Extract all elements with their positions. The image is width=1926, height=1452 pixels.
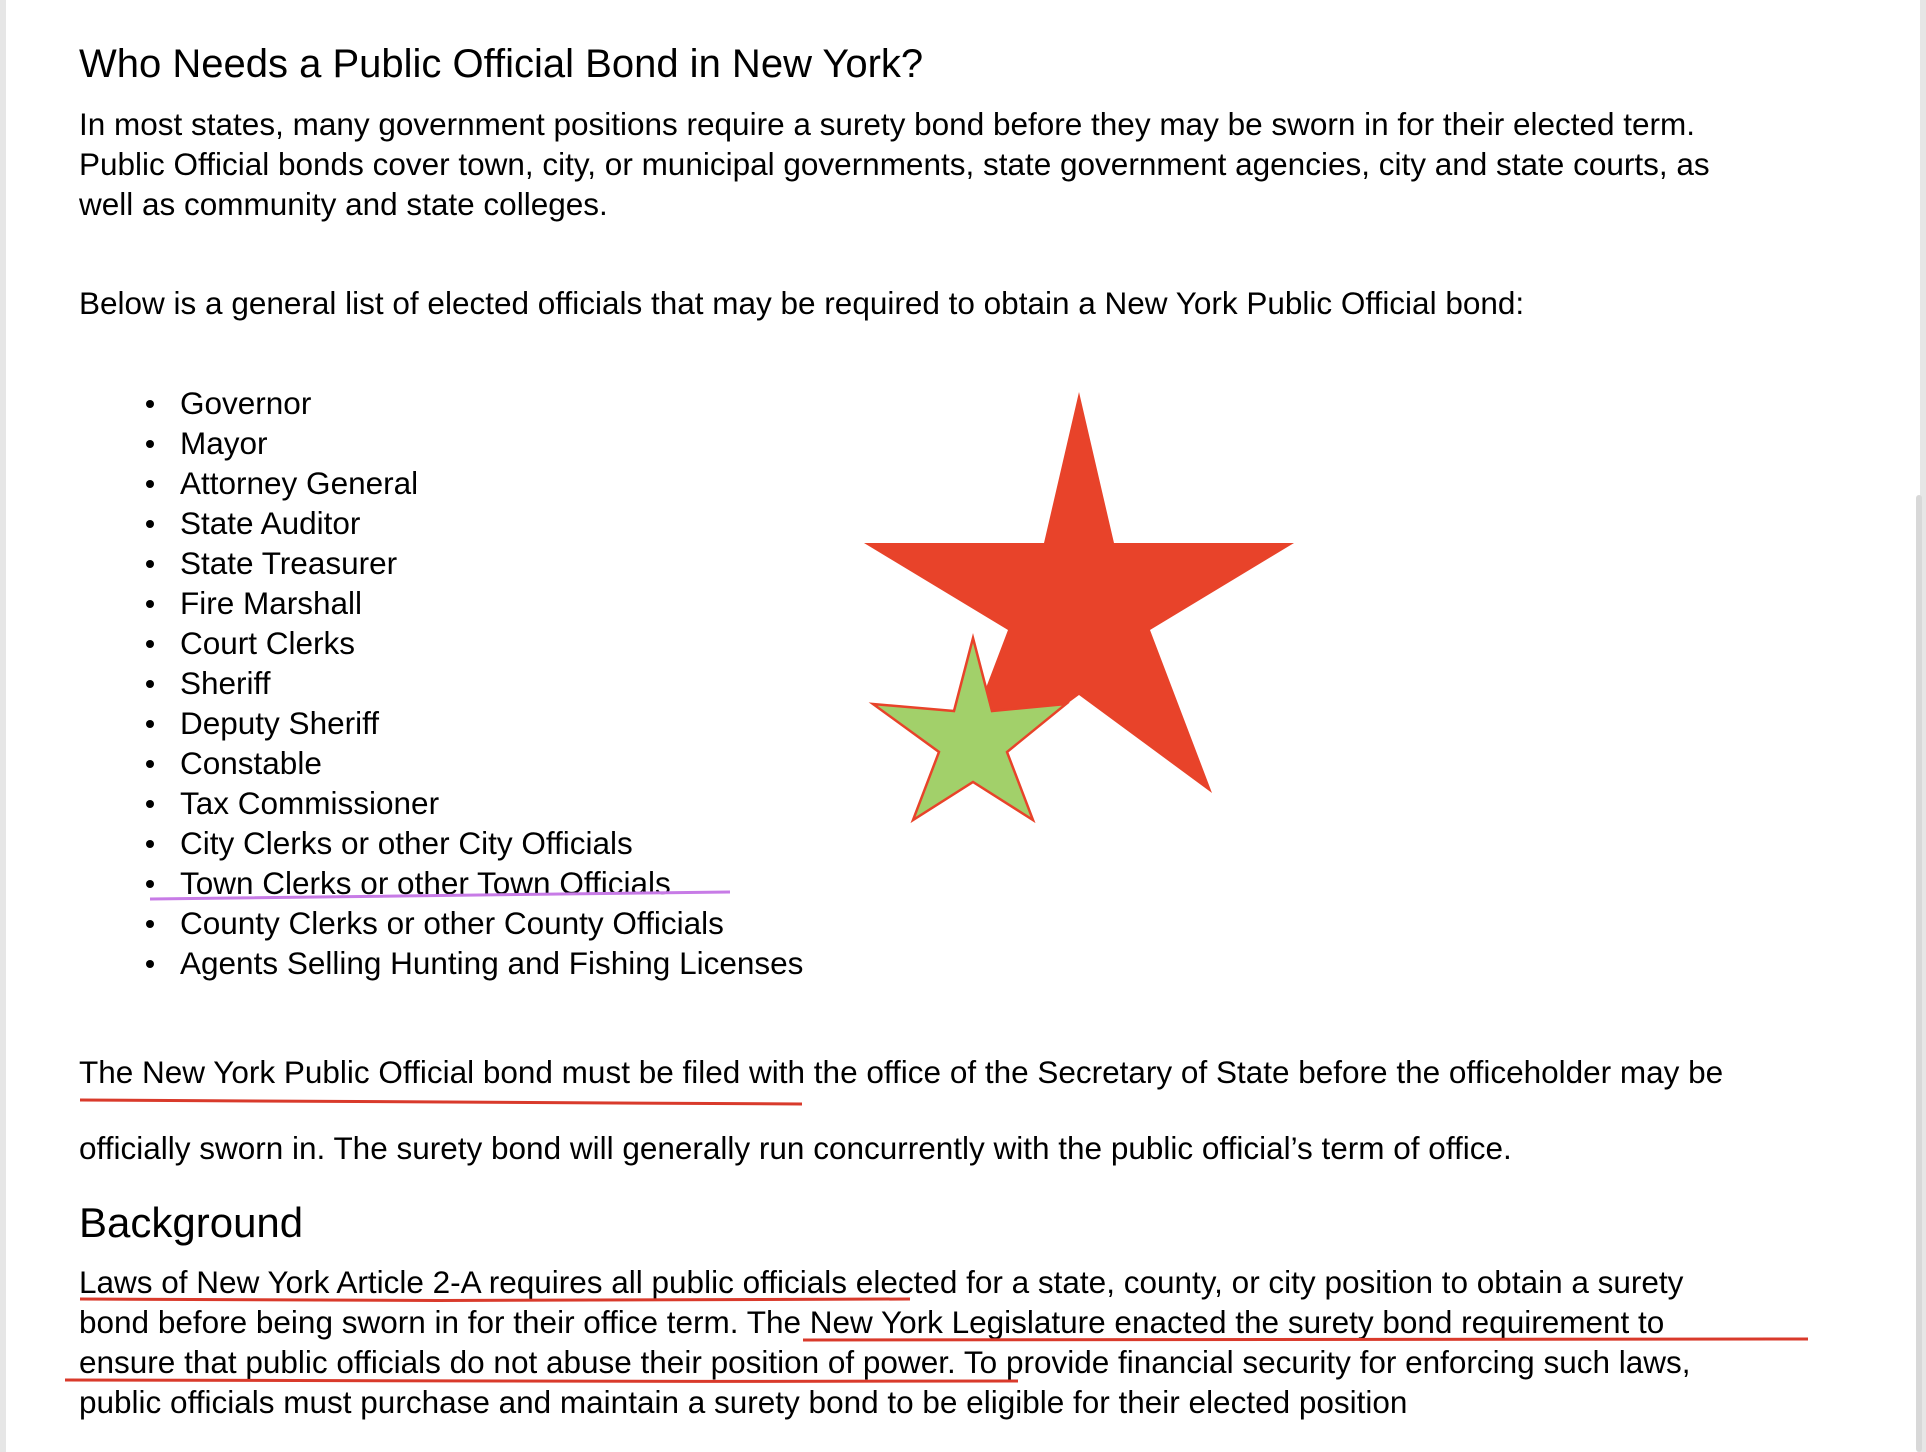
- bullet-icon: [146, 840, 154, 848]
- scrollbar-thumb[interactable]: [1916, 495, 1922, 1452]
- bullet-icon: [146, 880, 154, 888]
- background-rest-3: . To provide financial security for enforcing such laws,: [946, 1344, 1691, 1380]
- official-label: Tax Commissioner: [180, 785, 440, 821]
- bullet-icon: [146, 920, 154, 928]
- list-intro: Below is a general list of elected officials that may be required to obtain a New York Public Official bond:: [79, 285, 1525, 321]
- background-line-1: [79, 1262, 1683, 1302]
- background-line-4: public officials must purchase and maintain a surety bond to be eligible for their elected position: [79, 1384, 1408, 1420]
- background-line-2: [79, 1302, 1664, 1342]
- official-label: City Clerks or other City Officials: [180, 825, 633, 861]
- bullet-icon: [146, 760, 154, 768]
- background-line-3: [79, 1342, 1691, 1382]
- background-start-2: bond before being sworn in for their office term.: [79, 1304, 747, 1340]
- bullet-icon: [146, 560, 154, 568]
- official-label: Constable: [180, 745, 322, 781]
- filing-rest: with the office of the Secretary of State before the officeholder may be: [740, 1054, 1724, 1090]
- background-highlight-1: Laws of New York Article 2-A requires all public officials: [79, 1264, 848, 1300]
- filing-highlight: The New York Public Official bond must be filed: [79, 1054, 741, 1090]
- filing-line-2: officially sworn in. The surety bond will generally run concurrently with the public official’s term of office.: [79, 1130, 1512, 1166]
- official-label: Deputy Sheriff: [180, 705, 380, 741]
- bullet-icon: [146, 440, 154, 448]
- background-highlight-2: The New York Legislature enacted the surety bond requirement to: [746, 1304, 1665, 1340]
- bullet-icon: [146, 480, 154, 488]
- official-label: Agents Selling Hunting and Fishing Licenses: [180, 945, 804, 981]
- official-label: Fire Marshall: [180, 585, 363, 621]
- intro-line-2: Public Official bonds cover town, city, or municipal governments, state government agencies, city and state courts, as: [79, 146, 1710, 182]
- official-label: State Treasurer: [180, 545, 398, 581]
- background-highlight-3: ensure that public officials do not abuse their position of power: [79, 1344, 947, 1380]
- official-label: State Auditor: [180, 505, 361, 541]
- page-title: Who Needs a Public Official Bond in New York?: [79, 42, 924, 86]
- bullet-icon: [146, 400, 154, 408]
- bullet-icon: [146, 520, 154, 528]
- intro-line-1: In most states, many government positions require a surety bond before they may be sworn in for their elected term.: [79, 106, 1696, 142]
- official-label: Governor: [180, 385, 312, 421]
- official-label: Court Clerks: [180, 625, 356, 661]
- bullet-icon: [146, 640, 154, 648]
- official-label: Town Clerks or other Town Officials: [180, 865, 671, 901]
- official-label: Mayor: [180, 425, 268, 461]
- official-label: Attorney General: [180, 465, 419, 501]
- filing-line-1: [79, 1052, 1723, 1092]
- bullet-icon: [146, 680, 154, 688]
- background-rest-1: elected for a state, county, or city position to obtain a surety: [847, 1264, 1684, 1300]
- bullet-icon: [146, 600, 154, 608]
- official-label: County Clerks or other County Officials: [180, 905, 724, 941]
- intro-line-3: well as community and state colleges.: [79, 186, 608, 222]
- bullet-icon: [146, 800, 154, 808]
- section-heading-background: Background: [79, 1199, 304, 1246]
- official-label: Sheriff: [180, 665, 271, 701]
- bullet-icon: [146, 720, 154, 728]
- bullet-icon: [146, 960, 154, 968]
